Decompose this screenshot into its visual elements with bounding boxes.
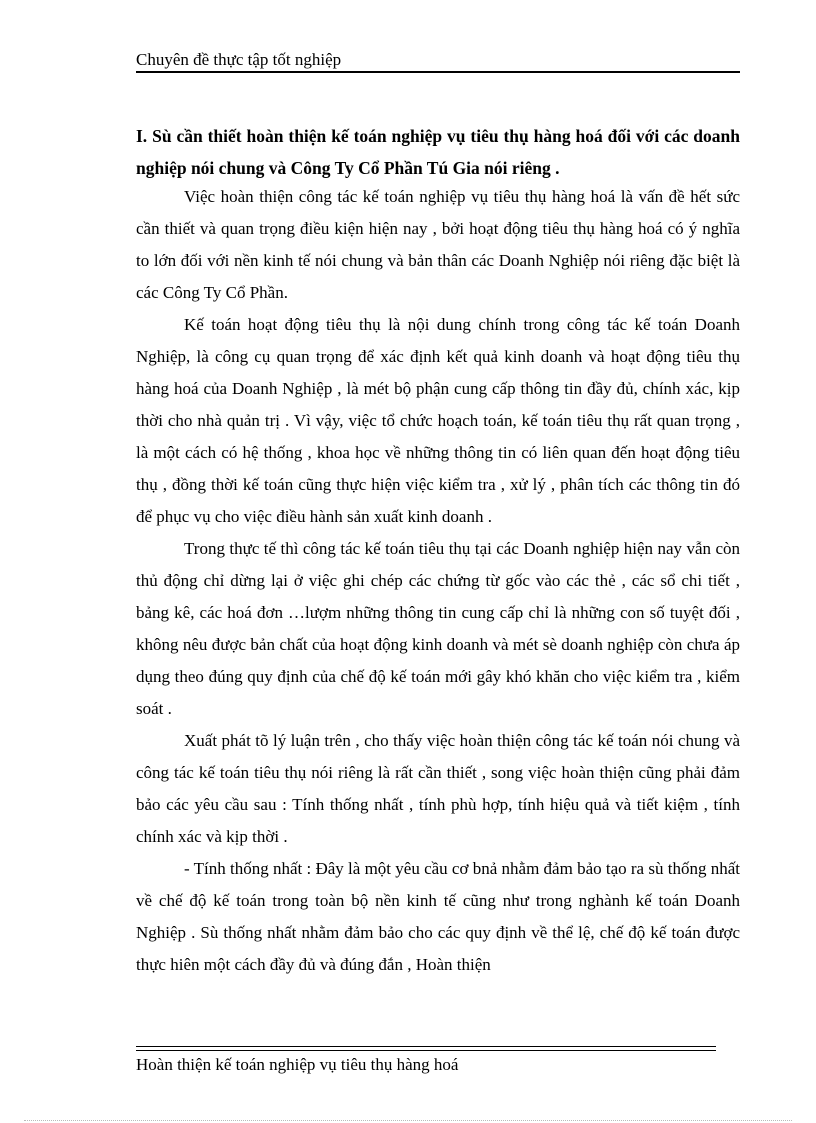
paragraph: Việc hoàn thiện công tác kế toán nghiệp vụ tiêu thụ hàng hoá là vấn đề hết sức cần thiết và quan trọng điều kiện hiện nay , bởi hoạt động tiêu thụ hàng hoá có ý nghĩa to lớn đối với nền kinh tế nói chung và bản thân các Doanh Nghiệp nói riêng đặc biệt là các Công Ty Cổ Phần. bbox=[136, 187, 740, 302]
body-text bbox=[136, 181, 740, 981]
section-heading: I. Sù cần thiết hoàn thiện kế toán nghiệp vụ tiêu thụ hàng hoá đối với các doanh nghiệp nói chung và Công Ty Cổ Phần Tú Gia nói riêng . bbox=[136, 126, 740, 178]
page-footer-title: Hoàn thiện kế toán nghiệp vụ tiêu thụ hàng hoá bbox=[136, 1055, 459, 1074]
paragraph: Xuất phát tõ lý luận trên , cho thấy việc hoàn thiện công tác kế toán nói chung và công tác kế toán tiêu thụ nói riêng là rất cần thiết , song việc hoàn thiện cũng phải đảm bảo các yêu cầu sau : Tính thống nhất , tính phù hợp, tính hiệu quả và tiết kiệm , tính chính xác và kịp thời . bbox=[136, 731, 740, 846]
page-edge bbox=[24, 1120, 792, 1121]
header-rule bbox=[136, 71, 740, 73]
page-header-title: Chuyên đề thực tập tốt nghiệp bbox=[136, 50, 342, 69]
footer-rule-top bbox=[136, 1046, 716, 1047]
footer-rule-bottom bbox=[136, 1050, 716, 1051]
paragraph: - Tính thống nhất : Đây là một yêu cầu cơ bnả nhằm đảm bảo tạo ra sù thống nhất về chế độ kế toán trong toàn bộ nền kinh tế cũng như trong nghành kế toán Doanh Nghiệp . Sù thống nhất nhằm đảm bảo cho các quy định về thể lệ, chế độ kế toán được thực hiên một cách đầy đủ và đúng đắn , Hoàn thiện bbox=[136, 859, 740, 974]
paragraph: Kế toán hoạt động tiêu thụ là nội dung chính trong công tác kế toán Doanh Nghiệp, là công cụ quan trọng để xác định kết quả kinh doanh và hoạt động tiêu thụ hàng hoá của Doanh Nghiệp , là mét bộ phận cung cấp thông tin đầy đủ, chính xác, kịp thời cho nhà quản trị . Vì vậy, việc tổ chức hoạch toán, kế toán tiêu thụ rất quan trọng , là một cách có hệ thống , khoa học về những thông tin có liên quan đến hoạt động tiêu thụ , đồng thời kế toán cũng thực hiện việc kiểm tra , xử lý , phân tích các thông tin đó để phục vụ cho việc điều hành sản xuất kinh doanh . bbox=[136, 315, 740, 526]
paragraph: Trong thực tế thì công tác kế toán tiêu thụ tại các Doanh nghiệp hiện nay vẫn còn thủ động chỉ dừng lại ở việc ghi chép các chứng từ gốc vào các thẻ , các sổ chi tiết , bảng kê, các hoá đơn …lượm những thông tin cung cấp chỉ là những con số tuyệt đối , không nêu được bản chất của hoạt động kinh doanh và mét sè doanh nghiệp còn chưa áp dụng theo đúng quy định của chế độ kế toán mới gây khó khăn cho việc kiểm tra , kiểm soát . bbox=[136, 539, 740, 718]
